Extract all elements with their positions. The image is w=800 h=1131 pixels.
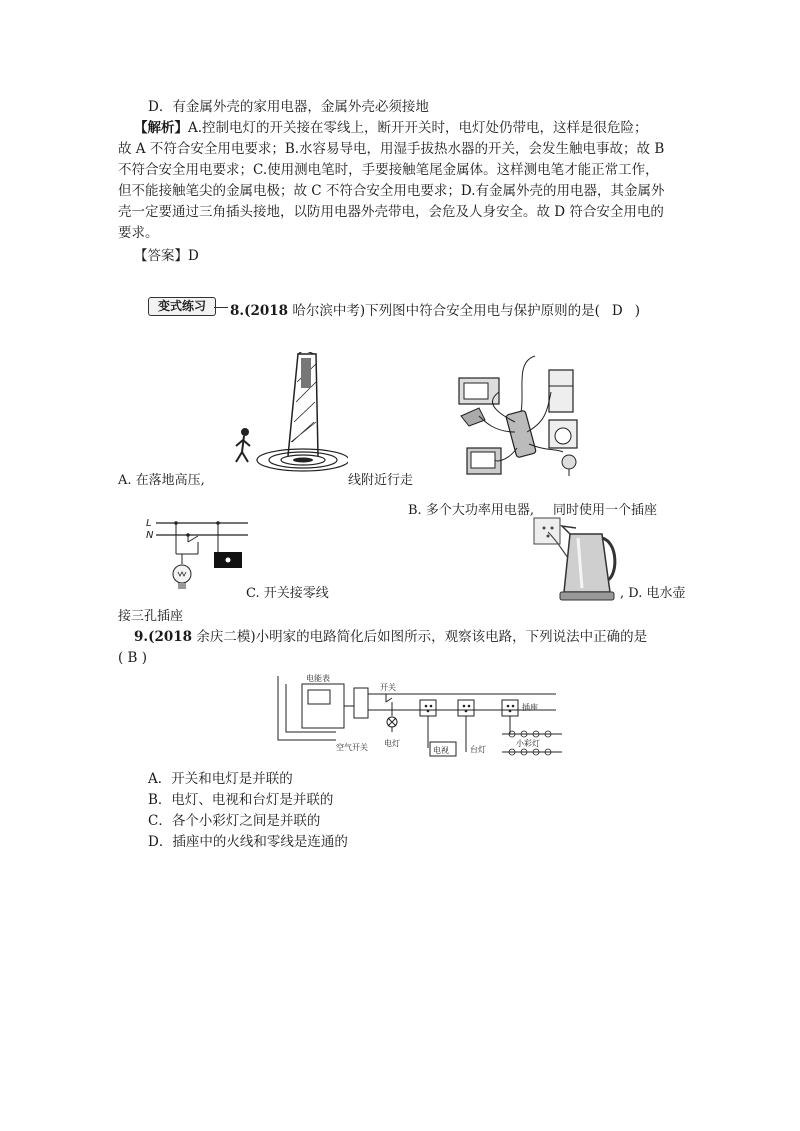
answer-value: D (188, 248, 199, 264)
label-meter: 电能表 (306, 674, 330, 683)
multi-appliance-figure (455, 352, 587, 478)
label-socket: 插座 (522, 703, 538, 712)
q8-source-year: (2018 (244, 303, 289, 319)
q9-number: 9. (134, 629, 149, 645)
q8-option-c: C. 开关接零线 (246, 586, 329, 601)
prev-option-d: D．有金属外壳的家用电器，金属外壳必须接地 (148, 99, 429, 115)
high-voltage-tower-figure (228, 352, 348, 474)
label-switch: 开关 (380, 683, 396, 692)
answer-label: 【答案】 (134, 248, 188, 264)
label-tv: 电视 (433, 746, 449, 755)
wire-L-label: L (146, 518, 152, 529)
q8-option-d-cont: 接三孔插座 (118, 609, 184, 624)
tag-underline (214, 307, 228, 308)
switch-on-neutral-figure (140, 514, 250, 592)
answer-line (134, 246, 199, 266)
q8-number: 8. (230, 303, 245, 319)
q8-option-d: , D. 电水壶 (620, 586, 686, 601)
q8-source: 哈尔滨中考) (288, 303, 366, 319)
variant-practice-tag: 变式练习 (148, 297, 216, 316)
q8-option-a-pre: A. 在落地高压, (118, 473, 205, 488)
q9-answer: ( B ) (118, 650, 148, 666)
q9-option-a: A．开关和电灯是并联的 (148, 771, 293, 787)
analysis-label: 【解析】 (134, 120, 188, 136)
analysis-line: 但不能接触笔尖的金属电极；故 C 不符合安全用电要求；D.有金属外壳的用电器，其金属外 (118, 183, 665, 199)
q9-stem (134, 627, 647, 647)
analysis-line: 要求。 (118, 225, 159, 241)
q8-close: ) (634, 303, 641, 319)
q9-source: 余庆二模) (192, 629, 256, 645)
analysis-line: A.控制电灯的开关接在零线上，断开开关时，电灯处仍带电，这样是很危险； (188, 120, 648, 136)
q8-option-b-pre: B. 多个大功率用电器, (408, 503, 534, 518)
label-small-lights: 小彩灯 (516, 739, 540, 748)
q9-option-c: C．各个小彩灯之间是并联的 (148, 813, 321, 829)
q8-option-a-post: 线附近行走 (348, 473, 414, 488)
q8-answer: D (611, 303, 623, 319)
label-desk-lamp: 台灯 (470, 745, 486, 754)
analysis-line: 壳一定要通过三角插头接地，以防用电器外壳带电，会危及人身安全。故 D 符合安全用电的 (118, 204, 664, 220)
q9-source-year: (2018 (148, 629, 193, 645)
analysis-line: 故 A 不符合安全用电要求；B.水容易导电，用湿手拔热水器的开关，会发生触电事故；故 B (118, 141, 665, 157)
electric-kettle-figure (530, 514, 622, 604)
analysis-line: 不符合安全用电要求；C.使用测电笔时，手要接触笔尾金属体。这样测电笔才能正常工作， (118, 162, 659, 178)
q9-stem-text: 小明家的电路简化后如图所示，观察该电路，下列说法中正确的是 (255, 629, 648, 645)
q9-option-b: B．电灯、电视和台灯是并联的 (148, 792, 334, 808)
label-lamp: 电灯 (384, 739, 400, 748)
q9-option-d: D．插座中的火线和零线是连通的 (148, 834, 348, 850)
label-air-switch: 空气开关 (336, 743, 368, 752)
wire-N-label: N (146, 530, 154, 541)
household-circuit-diagram (276, 670, 566, 764)
q8-stem-text: 下列图中符合安全用电与保护原则的是( (365, 303, 600, 319)
q8-stem (230, 299, 640, 319)
q8-option-b-post: 同时使用一个插座 (553, 503, 658, 518)
